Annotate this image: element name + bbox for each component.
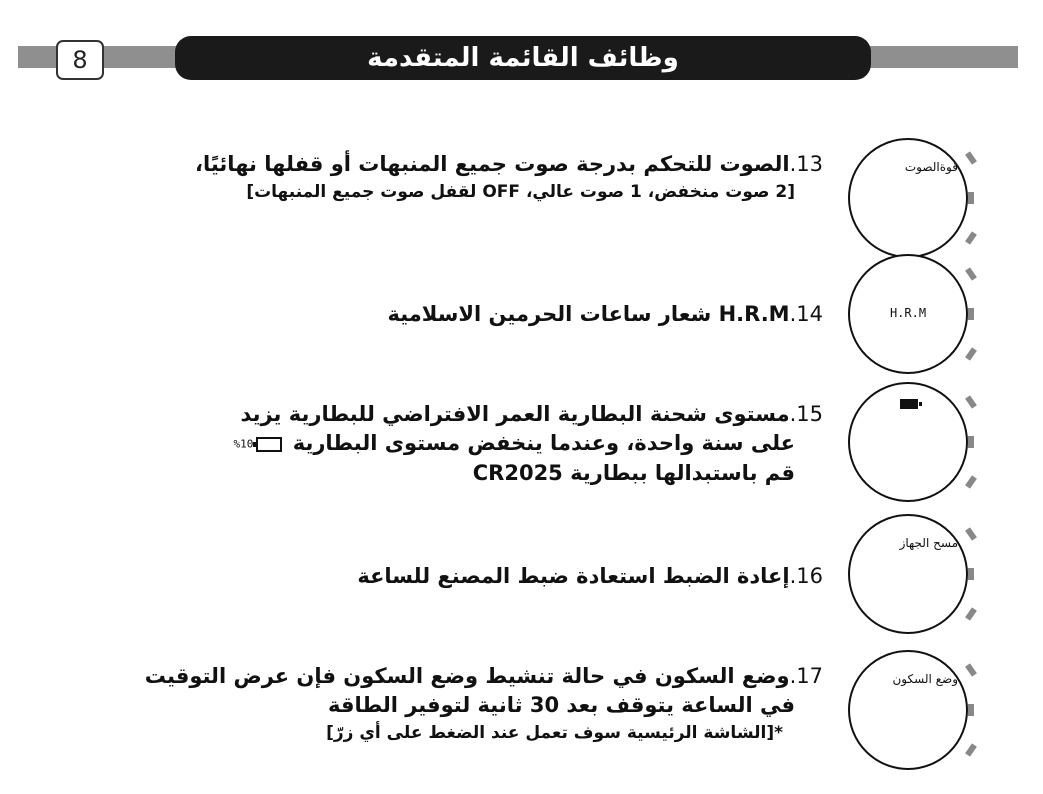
watch-face-volume bbox=[848, 138, 968, 258]
item-text-line: قم باستبدالها ببطارية CR2025 bbox=[472, 460, 795, 485]
item-number: 13. bbox=[789, 152, 823, 176]
header-square bbox=[18, 46, 40, 68]
item-text-line: وضع السكون في حالة تنشيط وضع السكون فإن عرض التوقيت bbox=[144, 664, 790, 688]
item-number: 17. bbox=[789, 664, 823, 688]
watch-button bbox=[965, 267, 977, 280]
battery-icon bbox=[900, 399, 918, 409]
watch-button bbox=[965, 151, 977, 164]
watch-button bbox=[965, 527, 977, 540]
watch-button bbox=[965, 395, 977, 408]
watch-face-reset bbox=[848, 514, 968, 634]
item-text-line: H.R.M شعار ساعات الحرمين الاسلامية bbox=[387, 302, 790, 326]
item-text-line: *[الشاشة الرئيسية سوف تعمل عند الضغط على أي زرّ] bbox=[326, 723, 783, 743]
item-13 bbox=[195, 150, 823, 205]
item-text-line: على سنة واحدة، وعندما ينخفض مستوى البطارية bbox=[292, 431, 795, 455]
page-number: 8 bbox=[56, 40, 104, 80]
watch-button bbox=[965, 607, 977, 620]
item-14 bbox=[387, 300, 823, 329]
watch-screen-label: مسح الجهاز bbox=[899, 536, 958, 550]
item-17 bbox=[145, 662, 823, 746]
battery-low-icon bbox=[256, 437, 282, 452]
watch-button bbox=[965, 663, 977, 676]
watch-screen-label: وضع السكون bbox=[892, 672, 958, 686]
item-number: 15. bbox=[789, 402, 823, 426]
battery-percent: 10% bbox=[233, 437, 254, 451]
item-text-line: مستوى شحنة البطارية العمر الافتراضي للبطارية يزيد bbox=[240, 402, 790, 426]
item-text-line: الصوت للتحكم بدرجة صوت جميع المنبهات أو قفلها نهائيًا، bbox=[194, 152, 790, 176]
watch-button bbox=[965, 347, 977, 360]
watch-face-hrm bbox=[848, 254, 968, 374]
watch-button bbox=[965, 743, 977, 756]
item-text-line: إعادة الضبط استعادة ضبط المصنع للساعة bbox=[357, 564, 790, 588]
item-number: 16. bbox=[789, 564, 823, 588]
item-number: 14. bbox=[789, 302, 823, 326]
watch-button bbox=[965, 231, 977, 244]
watch-button bbox=[968, 436, 974, 448]
watch-button bbox=[968, 308, 974, 320]
watch-screen-label: H.R.M bbox=[889, 306, 927, 320]
watch-button bbox=[965, 475, 977, 488]
watch-button bbox=[968, 192, 974, 204]
item-16 bbox=[357, 562, 823, 591]
item-text-line: [2 صوت منخفض، 1 صوت عالي، OFF لقفل صوت جميع المنبهات] bbox=[246, 182, 795, 202]
watch-face-sleep bbox=[848, 650, 968, 770]
watch-screen-label: قوةالصوت bbox=[904, 160, 958, 174]
page-title: وظائف القائمة المتقدمة bbox=[175, 36, 871, 80]
item-text-line: في الساعة يتوقف بعد 30 ثانية لتوفير الطاقة bbox=[328, 693, 795, 717]
item-15 bbox=[234, 400, 823, 488]
watch-button bbox=[968, 568, 974, 580]
watch-button bbox=[968, 704, 974, 716]
watch-face-battery bbox=[848, 382, 968, 502]
